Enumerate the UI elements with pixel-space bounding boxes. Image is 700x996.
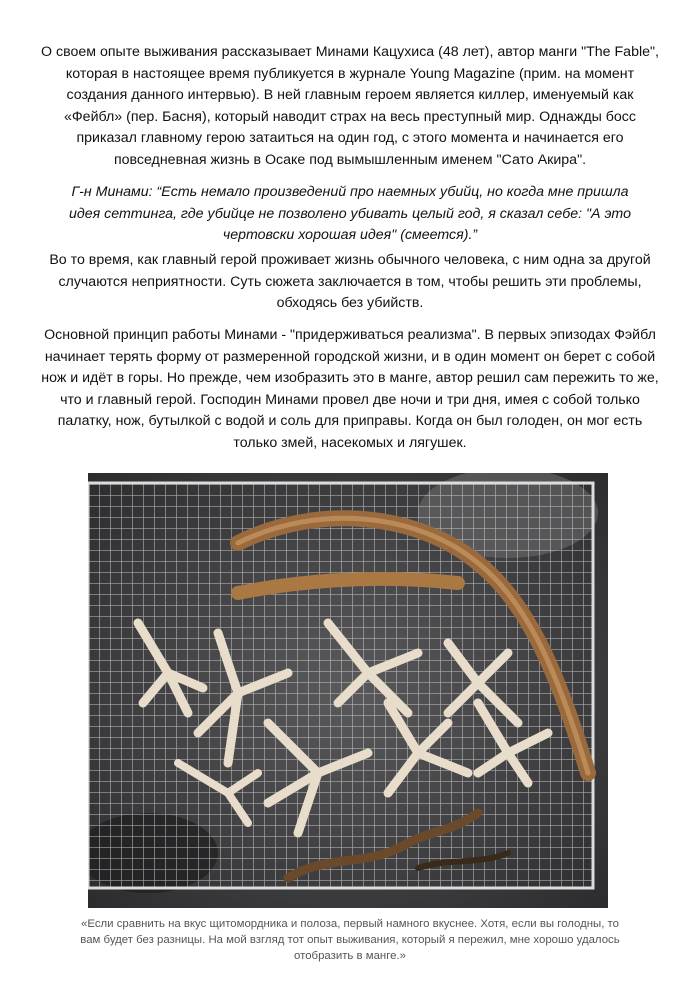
realism-paragraph: Основной принцип работы Минами - "придерживаться реализма". В первых эпизодах Фэйбл начинает терять форму от размеренной городской жизни, и в один момент он берет с собой нож и идёт в горы. Но прежде, чем изобразить это в манге, автор решил сам пережить то же, что и главный герой. Господин Минами провел две ночи и три дня, имея с собой только палатку, нож, бутылкой с водой и соль для приправы. Когда он был голоден, он мог есть только змей, насекомых и лягушек. — [41, 327, 659, 451]
premise-paragraph: Во то время, как главный герой проживает жизнь обычного человека, с ним одна за другой случаются неприятности. Суть сюжета заключается в том, чтобы решить эти проблемы, обходясь без убийств. — [49, 252, 651, 311]
quote-paragraph: Г-н Минами: “Есть немало произведений про наемных убийц, но когда мне пришла идея сеттинга, где убийце не позволено убивать целый год, я сказал себе: "А это чертовски хорошая идея" (смеется).” — [69, 184, 631, 243]
intro-paragraph: О своем опыте выживания рассказывает Минами Кацухиса (48 лет), автор манги "The Fable", которая в настоящее время публикуется в журнале Young Magazine (прим. на момент создания данного интервью). В ней главным героем является киллер, именуемый как «Фейбл» (пер. Басня), который наводит страх на весь преступный мир. Однажды босс приказал главному герою затаиться на один год, с этого момента и начинается его повседневная жизнь в Осаке под вымышленным именем "Сато Акира". — [41, 44, 659, 168]
grill-illustration — [88, 473, 608, 908]
grilled-frogs-and-snakes-photo — [88, 473, 608, 908]
grill-mesh — [88, 483, 593, 888]
photo-caption: «Если сравнить на вкус щитомордника и полоза, первый намного вкуснее. Хотя, если вы голодны, то вам будет без разницы. На мой взгляд тот опыт выживания, который я пережил, мне хорошо удалось отобразить в манге.» — [80, 918, 620, 962]
